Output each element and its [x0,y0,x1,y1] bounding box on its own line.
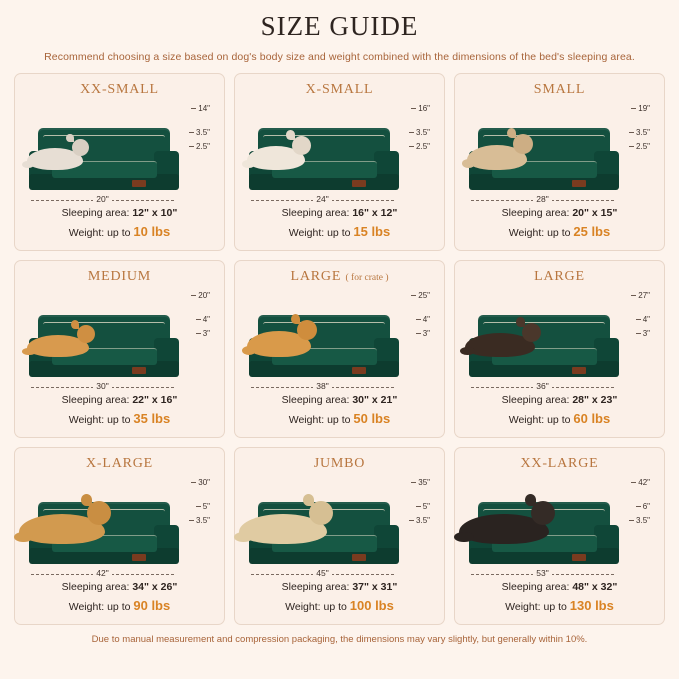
dog-ear [81,494,92,506]
dog-photo [27,335,89,357]
dog-bed-graphic [249,315,399,377]
dog-ear [525,494,536,506]
dimension-height-mid: 5" [196,502,210,511]
dog-photo [247,331,311,357]
dimension-height-total: 30" [191,478,210,487]
dog-head [72,139,89,156]
sleeping-area-row [463,580,656,596]
size-name: JUMBO [313,455,366,471]
dog-photo [459,514,549,544]
dimension-height-mid: 6" [636,502,650,511]
tick-mark [636,333,641,334]
dimension-height-total: 27" [631,291,650,300]
dog-photo [247,146,305,170]
dog-tail [234,532,253,543]
dimension-width: 30" [31,381,174,391]
weight-up-to: up to [547,226,571,239]
dimension-width: 20" [31,194,174,204]
dog-bed-graphic [469,315,619,377]
page-subtitle: Recommend choosing a size based on dog's body size and weight combined with the dimensions of the bed's sleeping area. [44,50,635,63]
size-card-title [243,269,436,285]
dog-ear [71,320,79,329]
brand-tag [352,367,366,374]
bed-illustration [243,287,436,394]
dimension-height-mid: 4" [636,315,650,324]
sleeping-area-label: Sleeping area: [61,581,130,594]
tick-mark [189,520,194,521]
size-card-title [463,456,656,472]
brand-tag [352,180,366,187]
dimension-height-low: 2.5" [409,142,430,151]
weight-value: 15 lbs [353,223,391,239]
dog-head [522,323,541,342]
size-name: LARGE [290,268,342,284]
dimension-height-mid: 3.5" [409,128,430,137]
tick-mark [191,295,196,296]
size-card [234,447,445,625]
size-card [14,260,225,438]
dog-tail [22,161,34,169]
tick-mark [629,520,634,521]
size-card [14,73,225,251]
weight-value: 50 lbs [353,410,391,426]
size-card [234,260,445,438]
weight-label: Weight: [68,600,105,613]
sleeping-area-value: 28" x 23" [572,394,618,407]
dimension-width: 28" [471,194,614,204]
bed-illustration [463,100,656,207]
dog-bed-graphic [249,128,399,190]
tick-mark [189,132,194,133]
dog-head [292,136,311,155]
weight-row [243,222,436,242]
dimension-height-mid: 4" [196,315,210,324]
tick-mark [411,295,416,296]
size-card-specs [243,580,436,617]
sleeping-area-value: 12" x 10" [132,207,178,220]
dog-ear [516,317,525,327]
tick-mark [409,146,414,147]
sleeping-area-value: 30" x 21" [352,394,398,407]
tick-mark [196,333,201,334]
sleeping-area-label: Sleeping area: [281,207,350,220]
tick-mark [629,146,634,147]
weight-value: 90 lbs [133,597,171,613]
weight-label: Weight: [505,600,541,613]
sleeping-area-label: Sleeping area: [501,581,570,594]
dog-tail [22,348,36,356]
sleeping-area-label: Sleeping area: [281,581,350,594]
weight-label: Weight: [508,413,545,426]
bed-illustration [463,474,656,581]
size-name: XX-LARGE [520,455,599,471]
tick-mark [411,108,416,109]
sleeping-area-label: Sleeping area: [501,207,570,220]
sleeping-area-label: Sleeping area: [501,394,570,407]
weight-label: Weight: [68,413,105,426]
brand-tag [572,180,586,187]
dimension-width: 36" [471,381,614,391]
dimension-height-total: 16" [411,104,430,113]
dog-photo [19,514,105,544]
sleeping-area-row [23,580,216,596]
size-card-title [23,82,216,98]
weight-up-to: up to [547,413,571,426]
size-name: MEDIUM [87,268,152,284]
dimension-height-mid: 3.5" [629,128,650,137]
dog-bed-graphic [469,502,619,564]
size-card-title [463,82,656,98]
dimension-height-total: 14" [191,104,210,113]
dog-bed-graphic [29,502,179,564]
weight-value: 130 lbs [569,597,614,613]
dimension-height-total: 25" [411,291,430,300]
size-card-specs [463,393,656,430]
weight-value: 60 lbs [573,410,611,426]
size-name: LARGE [534,268,585,284]
weight-label: Weight: [288,226,325,239]
weight-up-to: up to [327,226,351,239]
tick-mark [416,506,421,507]
weight-row [243,409,436,429]
tick-mark [631,295,636,296]
sleeping-area-row [243,580,436,596]
size-card-title [23,456,216,472]
size-card-specs [243,206,436,243]
dimension-height-mid: 4" [416,315,430,324]
sleeping-area-row [23,393,216,409]
tick-mark [191,108,196,109]
size-card-specs [23,206,216,243]
tick-mark [636,506,641,507]
brand-tag [132,180,146,187]
dimension-height-low: 2.5" [189,142,210,151]
weight-label: Weight: [285,600,321,613]
brand-tag [132,554,146,561]
size-card [234,73,445,251]
dimension-width: 53" [471,568,614,578]
sleeping-area-row [463,206,656,222]
dog-ear [286,130,295,140]
dog-photo [27,148,83,170]
size-note: ( for crate ) [345,272,389,283]
dog-photo [239,514,327,544]
size-name: XX-SMALL [80,81,159,97]
dimension-width: 42" [31,568,174,578]
size-card [454,73,665,251]
tick-mark [411,482,416,483]
size-card-title [243,456,436,472]
weight-up-to: up to [543,600,567,613]
dimension-height-mid: 3.5" [189,128,210,137]
weight-value: 25 lbs [573,223,611,239]
dimension-height-mid: 5" [416,502,430,511]
tick-mark [416,333,421,334]
size-card-specs [23,580,216,617]
size-card [454,260,665,438]
weight-up-to: up to [107,413,131,426]
weight-value: 35 lbs [133,410,171,426]
bed-illustration [463,287,656,394]
dimension-height-low: 3.5" [409,516,430,525]
dog-bed-graphic [469,128,619,190]
bed-illustration [243,474,436,581]
dog-bed-graphic [29,315,179,377]
tick-mark [631,482,636,483]
sleeping-area-row [23,206,216,222]
weight-up-to: up to [323,600,347,613]
size-card [14,447,225,625]
weight-up-to: up to [107,600,131,613]
weight-row [23,596,216,616]
sleeping-area-row [463,393,656,409]
size-card-specs [463,580,656,617]
sleeping-area-value: 16" x 12" [352,207,398,220]
dimension-height-total: 20" [191,291,210,300]
dog-tail [14,532,33,543]
size-card-specs [23,393,216,430]
sleeping-area-value: 34" x 26" [132,581,178,594]
dimension-width: 45" [251,568,394,578]
dimension-height-total: 42" [631,478,650,487]
dimension-height-low: 2.5" [629,142,650,151]
bed-illustration [23,474,216,581]
size-card-grid [14,73,665,625]
sleeping-area-label: Sleeping area: [61,207,130,220]
weight-row [463,222,656,242]
weight-value: 100 lbs [349,597,394,613]
dog-ear [507,128,516,138]
sleeping-area-value: 48" x 32" [572,581,618,594]
size-name: X-LARGE [85,455,154,471]
dog-photo [465,333,535,357]
sleeping-area-label: Sleeping area: [281,394,350,407]
sleeping-area-label: Sleeping area: [61,394,130,407]
tick-mark [631,108,636,109]
size-card-specs [243,393,436,430]
dimension-height-low: 3.5" [629,516,650,525]
weight-up-to: up to [327,413,351,426]
dimension-height-low: 3" [416,329,430,338]
dog-ear [291,314,300,324]
brand-tag [352,554,366,561]
weight-label: Weight: [288,413,325,426]
size-card-title [463,269,656,285]
bed-illustration [23,287,216,394]
dimension-width: 24" [251,194,394,204]
dimension-height-low: 3.5" [189,516,210,525]
size-name: X-SMALL [305,81,374,97]
dimension-height-low: 3" [196,329,210,338]
dog-tail [460,347,475,355]
weight-row [23,222,216,242]
tick-mark [191,482,196,483]
dog-bed-graphic [29,128,179,190]
brand-tag [132,367,146,374]
bed-illustration [243,100,436,207]
weight-label: Weight: [68,226,105,239]
tick-mark [189,146,194,147]
dog-ear [66,134,74,143]
weight-row [463,596,656,616]
weight-row [23,409,216,429]
page-title: SIZE GUIDE [260,11,419,41]
size-card [454,447,665,625]
dog-tail [242,160,255,168]
bed-illustration [23,100,216,207]
dog-tail [454,532,474,543]
sleeping-area-value: 37" x 31" [352,581,398,594]
dimension-height-low: 3" [636,329,650,338]
tick-mark [636,319,641,320]
sleeping-area-row [243,206,436,222]
dog-photo [467,145,527,170]
brand-tag [572,367,586,374]
dimension-height-total: 19" [631,104,650,113]
footer-note: Due to manual measurement and compression packaging, the dimensions may vary slightly, but generally within 10%. [91,633,588,645]
tick-mark [409,520,414,521]
weight-row [243,596,436,616]
weight-label: Weight: [508,226,545,239]
tick-mark [416,319,421,320]
sleeping-area-row [243,393,436,409]
dimension-width: 38" [251,381,394,391]
dog-ear [303,494,314,506]
size-card-title [243,82,436,98]
sleeping-area-value: 22" x 16" [132,394,178,407]
tick-mark [196,506,201,507]
tick-mark [629,132,634,133]
weight-row [463,409,656,429]
size-card-title [23,269,216,285]
weight-value: 10 lbs [133,223,171,239]
size-name: SMALL [533,81,586,97]
brand-tag [572,554,586,561]
dog-bed-graphic [249,502,399,564]
tick-mark [409,132,414,133]
tick-mark [196,319,201,320]
dimension-height-total: 35" [411,478,430,487]
size-card-specs [463,206,656,243]
sleeping-area-value: 20" x 15" [572,207,618,220]
weight-up-to: up to [107,226,131,239]
